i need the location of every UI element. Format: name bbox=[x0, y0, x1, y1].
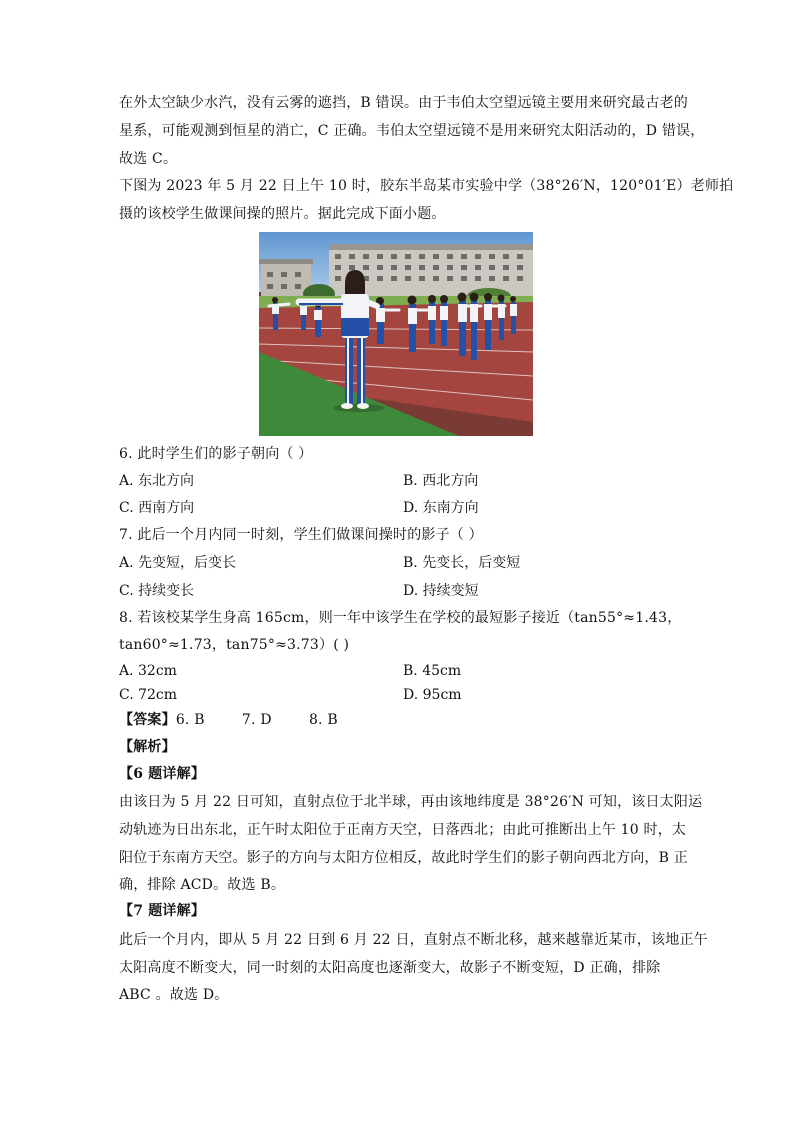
q6-detail-label: 【6 题详解】 bbox=[119, 766, 206, 782]
question-6-stem: 6. 此时学生们的影子朝向（ ） bbox=[119, 446, 313, 462]
question-6-option-a: A. 东北方向 bbox=[119, 473, 195, 489]
question-6-option-b: B. 西北方向 bbox=[403, 473, 479, 489]
q7-detail-line-1: 此后一个月内，即从 5 月 22 日到 6 月 22 日，直射点不断北移，越来越靠近某市，该地正午 bbox=[119, 932, 708, 948]
q7-detail-label: 【7 题详解】 bbox=[119, 903, 206, 919]
intro-line-3: 故选 C。 bbox=[119, 151, 178, 167]
question-7-option-b: B. 先变长，后变短 bbox=[403, 555, 521, 571]
question-8-option-a: A. 32cm bbox=[119, 663, 177, 679]
q6-detail-line-3: 阳位于东南方天空。影子的方向与太阳方位相反，故此时学生们的影子朝向西北方向，B 正 bbox=[119, 850, 688, 866]
question-6-option-d: D. 东南方向 bbox=[403, 500, 479, 516]
question-8-stem-line-2: tan60°≈1.73，tan75°≈3.73）( ) bbox=[119, 637, 350, 653]
intro-line-1: 在外太空缺少水汽，没有云雾的遮挡，B 错误。由于韦伯太空望远镜主要用来研究最古老的 bbox=[119, 95, 688, 111]
q6-detail-line-2: 动轨迹为日出东北，正午时太阳位于正南方天空，日落西北；由此可推断出上午 10 时，太 bbox=[119, 822, 687, 838]
question-8-option-b: B. 45cm bbox=[403, 663, 462, 679]
intro-line-2: 星系，可能观测到恒星的消亡，C 正确。韦伯太空望远镜不是用来研究太阳活动的，D 错误， bbox=[119, 123, 705, 139]
student-exercise-photo bbox=[259, 232, 533, 436]
answer-label: 【答案】 bbox=[119, 712, 176, 728]
q7-detail-line-3: ABC 。故选 D。 bbox=[119, 987, 229, 1003]
question-8-option-d: D. 95cm bbox=[403, 687, 462, 703]
stem-line-1: 下图为 2023 年 5 月 22 日上午 10 时，胶东半岛某市实验中学（38°26′N，120°01′E）老师拍 bbox=[119, 178, 734, 194]
photo-illustration bbox=[259, 232, 533, 436]
q6-detail-line-4: 确，排除 ACD。故选 B。 bbox=[119, 877, 286, 893]
question-7-option-d: D. 持续变短 bbox=[403, 583, 479, 599]
question-8-stem-line-1: 8. 若该校某学生身高 165cm，则一年中该学生在学校的最短影子接近（tan55°≈1.43， bbox=[119, 610, 682, 626]
question-7-option-a: A. 先变短，后变长 bbox=[119, 555, 237, 571]
q7-detail-line-2: 太阳高度不断变大，同一时刻的太阳高度也逐渐变大，故影子不断变短，D 正确，排除 bbox=[119, 960, 661, 976]
analysis-label: 【解析】 bbox=[119, 739, 176, 755]
q6-detail-line-1: 由该日为 5 月 22 日可知，直射点位于北半球，再由该地纬度是 38°26′N 可知，该日太阳运 bbox=[119, 794, 703, 810]
question-8-option-c: C. 72cm bbox=[119, 687, 178, 703]
answer-values: 6. B 7. D 8. B bbox=[175, 712, 338, 728]
stem-line-2: 摄的该校学生做课间操的照片。据此完成下面小题。 bbox=[119, 206, 446, 222]
question-7-stem: 7. 此后一个月内同一时刻，学生们做课间操时的影子（ ） bbox=[119, 527, 483, 543]
question-6-option-c: C. 西南方向 bbox=[119, 500, 195, 516]
answer-line bbox=[119, 707, 685, 735]
question-7-option-c: C. 持续变长 bbox=[119, 583, 195, 599]
